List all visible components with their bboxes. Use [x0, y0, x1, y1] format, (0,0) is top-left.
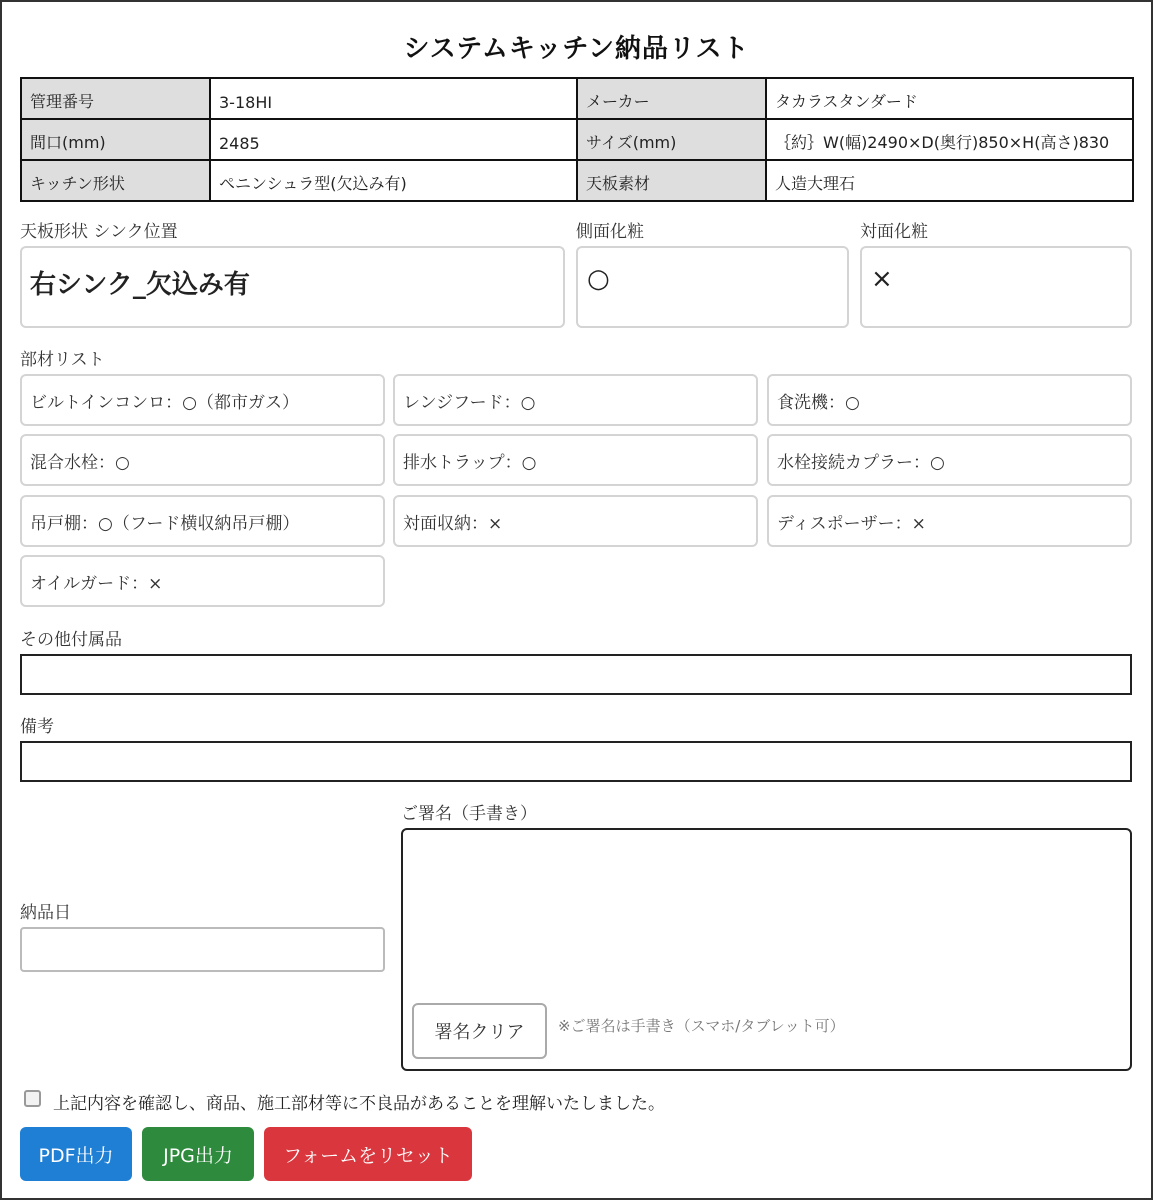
- reset-form-button[interactable]: フォームをリセット: [264, 1127, 472, 1181]
- list-item: 混合水栓：○: [20, 434, 385, 486]
- kitchen-shape-label: キッチン形状: [21, 160, 210, 201]
- side-finish-value: ○: [576, 246, 849, 328]
- confirm-checkbox[interactable]: [24, 1090, 41, 1107]
- remarks-label: 備考: [20, 717, 54, 737]
- signature-hint: ※ご署名は手書き（スマホ/タブレット可）: [558, 1017, 845, 1035]
- delivery-date-input[interactable]: [20, 927, 385, 972]
- top-material-label: 天板素材: [577, 160, 766, 201]
- maker-value: タカラスタンダード: [766, 78, 1133, 119]
- front-finish-label: 対面化粧: [860, 222, 928, 242]
- size-value: ｛約｝W(幅)2490×D(奥行)850×H(高さ)830: [766, 119, 1133, 160]
- parts-list-label: 部材リスト: [20, 350, 105, 370]
- list-item: レンジフード：○: [393, 374, 758, 426]
- table-row: [21, 119, 1133, 160]
- accessories-label: その他付属品: [20, 630, 122, 650]
- list-item: 排水トラップ：○: [393, 434, 758, 486]
- frontage-value: 2485: [210, 119, 577, 160]
- list-item: ビルトインコンロ：○（都市ガス）: [20, 374, 385, 426]
- management-number-value: 3-18HI: [210, 78, 577, 119]
- info-table: [20, 77, 1134, 202]
- accessories-input[interactable]: [20, 654, 1132, 695]
- top-shape-label: 天板形状 シンク位置: [20, 222, 178, 242]
- top-material-value: 人造大理石: [766, 160, 1133, 201]
- list-item: ディスポーザー：×: [767, 495, 1132, 547]
- list-item: 吊戸棚：○（フード横収納吊戸棚）: [20, 495, 385, 547]
- delivery-date-label: 納品日: [20, 903, 71, 923]
- confirm-label: 上記内容を確認し、商品、施工部材等に不良品があることを理解いたしました。: [53, 1094, 665, 1114]
- table-row: [21, 78, 1133, 119]
- side-finish-label: 側面化粧: [576, 222, 644, 242]
- table-row: [21, 160, 1133, 201]
- pdf-export-button[interactable]: PDF出力: [20, 1127, 132, 1181]
- page-title: システムキッチン納品リスト: [403, 34, 750, 64]
- signature-label: ご署名（手書き）: [401, 804, 537, 824]
- top-shape-value: 右シンク_欠込み有: [20, 246, 565, 328]
- management-number-label: 管理番号: [21, 78, 210, 119]
- jpg-export-button[interactable]: JPG出力: [142, 1127, 254, 1181]
- front-finish-value: ×: [860, 246, 1132, 328]
- clear-signature-button[interactable]: 署名クリア: [412, 1003, 547, 1059]
- remarks-input[interactable]: [20, 741, 1132, 782]
- maker-label: メーカー: [577, 78, 766, 119]
- list-item: 対面収納：×: [393, 495, 758, 547]
- list-item: 食洗機：○: [767, 374, 1132, 426]
- size-label: サイズ(mm): [577, 119, 766, 160]
- list-item: オイルガード：×: [20, 555, 385, 607]
- kitchen-shape-value: ペニンシュラ型(欠込み有): [210, 160, 577, 201]
- list-item: 水栓接続カプラー：○: [767, 434, 1132, 486]
- frontage-label: 間口(mm): [21, 119, 210, 160]
